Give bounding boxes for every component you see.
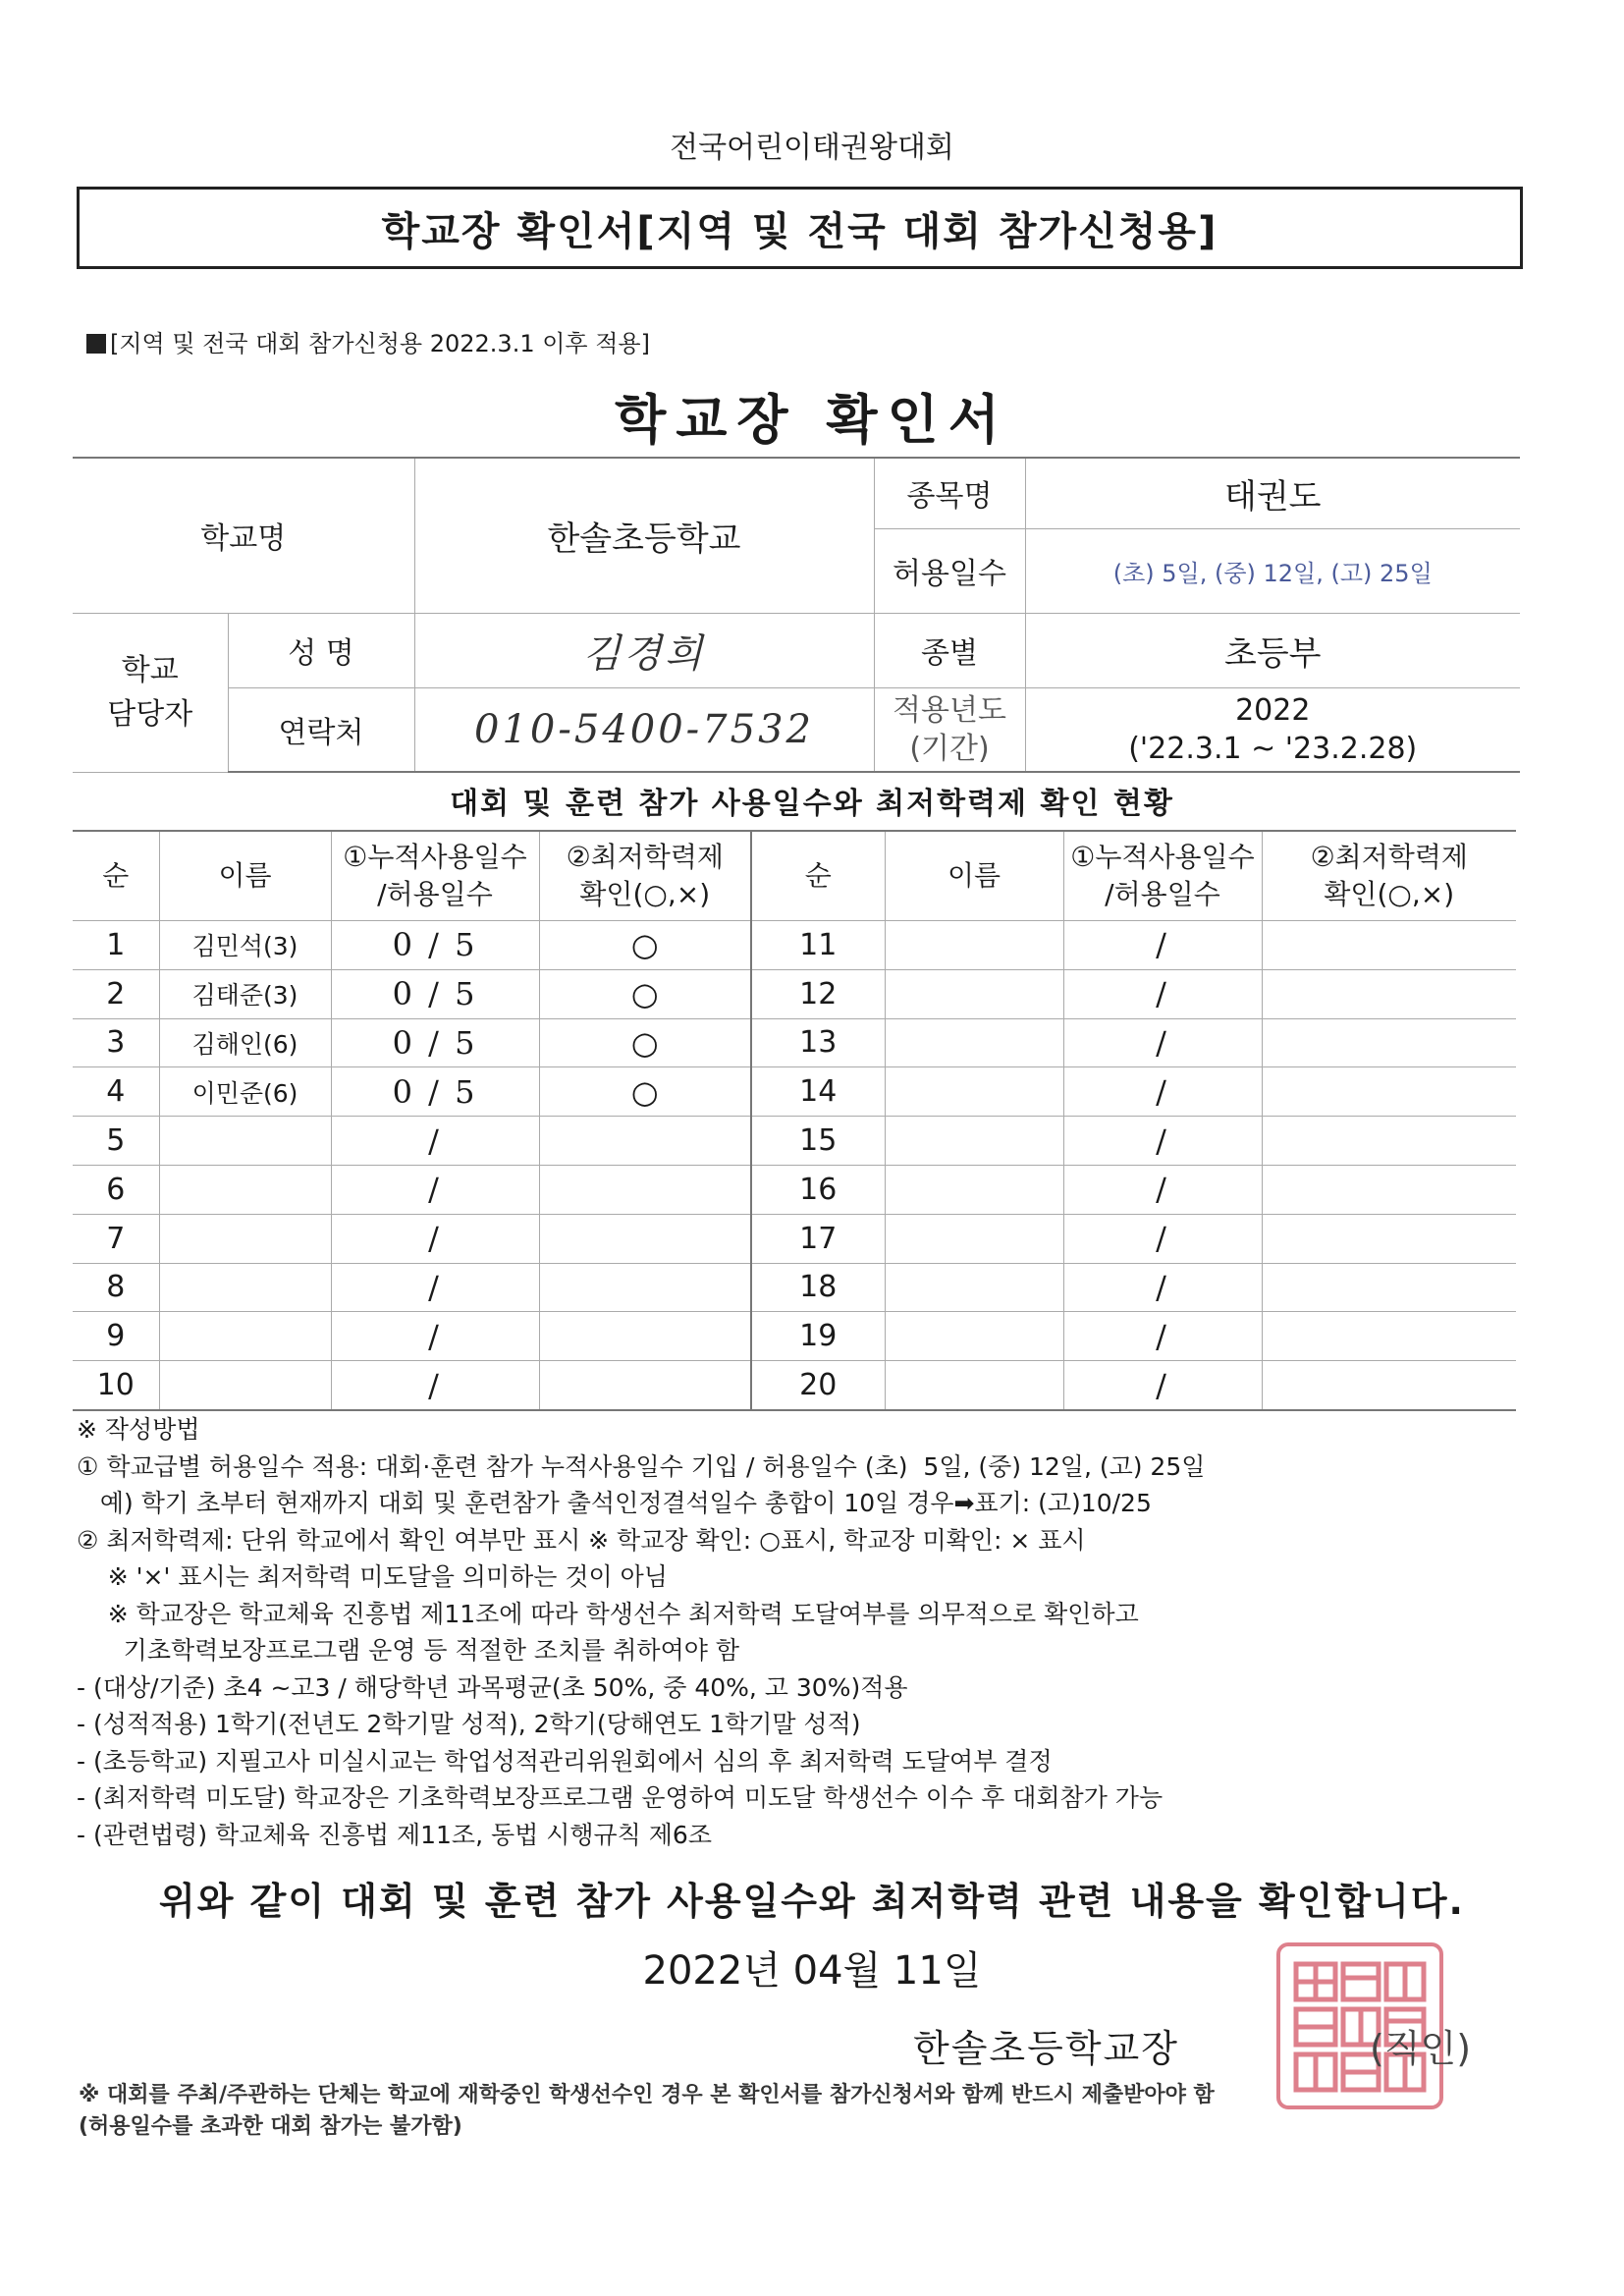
name-label: 성 명 [228, 613, 414, 687]
table-row [73, 1361, 1516, 1410]
row-number: 11 [751, 921, 885, 970]
row-number: 12 [751, 969, 885, 1018]
confirmation-statement: 위와 같이 대회 및 훈련 참가 사용일수와 최저학력 관련 내용을 확인합니다. [159, 1880, 1465, 1923]
table-row [73, 1018, 1516, 1067]
event-name: 전국어린이태권왕대회 [670, 131, 954, 165]
form-title: 학교장 확인서[지역 및 전국 대회 참가신청용] [381, 208, 1218, 254]
student-name [885, 1018, 1063, 1067]
division-label: 종별 [874, 613, 1025, 687]
student-name [885, 1165, 1063, 1214]
used-allowed-days: / [331, 1117, 539, 1166]
student-name: 김민석(3) [159, 921, 331, 970]
note-line: - (관련법령) 학교체육 진흥법 제11조, 동법 시행규칙 제6조 [77, 1820, 712, 1849]
min-academic-check [539, 1117, 751, 1166]
used-allowed-days: / [331, 1214, 539, 1263]
student-name: 이민준(6) [159, 1067, 331, 1117]
note-line: 기초학력보장프로그램 운영 등 적절한 조치를 취하여야 함 [77, 1636, 739, 1665]
notes-heading: ※ 작성방법 [77, 1415, 200, 1444]
used-allowed-days: 0 / 5 [331, 969, 539, 1018]
row-number: 19 [751, 1312, 885, 1361]
used-allowed-days: / [1063, 1067, 1262, 1117]
school-label: 학교명 [73, 458, 414, 613]
sport-value: 태권도 [1025, 458, 1520, 528]
contact-label: 연락처 [228, 687, 414, 772]
status-table-title: 대회 및 훈련 참가 사용일수와 최저학력제 확인 현황 [450, 787, 1174, 821]
min-academic-check [539, 1263, 751, 1312]
note-line: ② 최저학력제: 단위 학교에서 확인 여부만 표시 ※ 학교장 확인: ○표시, 학교장 미확인: × 표시 [77, 1525, 1086, 1555]
used-allowed-days: / [1063, 1312, 1262, 1361]
used-allowed-days: 0 / 5 [331, 921, 539, 970]
note-line: ※ 학교장은 학교체육 진흥법 제11조에 따라 학생선수 최저학력 도달여부를 의무적으로 확인하고 [77, 1599, 1139, 1628]
used-allowed-days: / [331, 1165, 539, 1214]
student-name: 김태준(3) [159, 969, 331, 1018]
min-academic-check [539, 1361, 751, 1410]
used-allowed-days: / [1063, 1214, 1262, 1263]
header-no-right: 순 [751, 831, 885, 921]
footer-line: ※ 대회를 주최/주관하는 단체는 학교에 재학중인 학생선수인 경우 본 확인서를 참가신청서와 함께 반드시 제출받아야 함 [79, 2083, 1215, 2107]
used-allowed-days: 0 / 5 [331, 1067, 539, 1117]
row-number: 14 [751, 1067, 885, 1117]
min-academic-check [539, 1312, 751, 1361]
header-days-right: ①누적사용일수 /허용일수 [1063, 831, 1262, 921]
row-number: 17 [751, 1214, 885, 1263]
note-line: - (초등학교) 지필고사 미실시교는 학업성적관리위원회에서 심의 후 최저학력 도달여부 결정 [77, 1746, 1053, 1776]
year-label: 적용년도 (기간) [874, 687, 1025, 772]
note-line: - (최저학력 미도달) 학교장은 기초학력보장프로그램 운영하여 미도달 학생선수 이수 후 대회참가 가능 [77, 1783, 1164, 1812]
student-name: 김해인(6) [159, 1018, 331, 1067]
applied-note-text: [지역 및 전국 대회 참가신청용 2022.3.1 이후 적용] [110, 330, 650, 357]
row-number: 9 [73, 1312, 159, 1361]
header-days: ①누적사용일수 /허용일수 [331, 831, 539, 921]
row-number: 3 [73, 1018, 159, 1067]
used-allowed-days: / [1063, 969, 1262, 1018]
used-allowed-days: / [1063, 1018, 1262, 1067]
table-row [73, 1165, 1516, 1214]
used-allowed-days: 0 / 5 [331, 1018, 539, 1067]
table-row [73, 1263, 1516, 1312]
row-number: 18 [751, 1263, 885, 1312]
note-line: ※ '×' 표시는 최저학력 미도달을 의미하는 것이 아님 [77, 1562, 668, 1591]
seal-mark-label: (직인) [1370, 2027, 1472, 2070]
student-name [159, 1117, 331, 1166]
student-name [159, 1165, 331, 1214]
min-academic-check [1262, 1214, 1516, 1263]
bullet-square-icon [86, 334, 106, 354]
min-academic-check: ○ [539, 921, 751, 970]
student-name [885, 921, 1063, 970]
used-allowed-days: / [1063, 1361, 1262, 1410]
student-name [885, 969, 1063, 1018]
row-number: 20 [751, 1361, 885, 1410]
issue-date: 2022년 04월 11일 [642, 1948, 982, 1994]
year-cell [1025, 687, 1520, 772]
min-academic-check [1262, 921, 1516, 970]
student-name [885, 1361, 1063, 1410]
allowed-days-label: 허용일수 [874, 528, 1025, 613]
min-academic-check [539, 1165, 751, 1214]
student-name [885, 1263, 1063, 1312]
note-line: 예) 학기 초부터 현재까지 대회 및 훈련참가 출석인정결석일수 총합이 10일 경우➡표기: (고)10/25 [77, 1489, 1152, 1517]
writing-instructions [77, 1411, 1540, 1853]
contact-handwritten: 010-5400-7532 [414, 687, 874, 772]
note-line: ① 학교급별 허용일수 적용: 대회·훈련 참가 누적사용일수 기입 / 허용일수 (초) 5일, (중) 12일, (고) 25일 [77, 1451, 1206, 1481]
table-row [73, 969, 1516, 1018]
student-name [159, 1361, 331, 1410]
min-academic-check [539, 1214, 751, 1263]
principal-name: 한솔초등학교장 [913, 2027, 1179, 2070]
status-table-body [73, 921, 1516, 1410]
min-academic-check: ○ [539, 1067, 751, 1117]
used-allowed-days: / [331, 1263, 539, 1312]
row-number: 13 [751, 1018, 885, 1067]
used-allowed-days: / [1063, 1117, 1262, 1166]
table-row [73, 1117, 1516, 1166]
student-name [159, 1214, 331, 1263]
header-name: 이름 [159, 831, 331, 921]
row-number: 6 [73, 1165, 159, 1214]
table-row [73, 921, 1516, 970]
row-number: 5 [73, 1117, 159, 1166]
footer-line: (허용일수를 초과한 대회 참가는 불가함) [79, 2114, 462, 2139]
row-number: 4 [73, 1067, 159, 1117]
allowed-days-value: (초) 5일, (중) 12일, (고) 25일 [1025, 528, 1520, 613]
header-check: ②최저학력제 확인(○,×) [539, 831, 751, 921]
student-name [885, 1214, 1063, 1263]
footer-note [79, 2080, 1532, 2143]
table-row [73, 1214, 1516, 1263]
row-number: 16 [751, 1165, 885, 1214]
manager-label: 학교 담당자 [73, 613, 228, 772]
min-academic-check [1262, 1018, 1516, 1067]
min-academic-check [1262, 1263, 1516, 1312]
table-row [73, 1312, 1516, 1361]
min-academic-check [1262, 1117, 1516, 1166]
row-number: 15 [751, 1117, 885, 1166]
used-allowed-days: / [331, 1312, 539, 1361]
min-academic-check: ○ [539, 1018, 751, 1067]
note-line: - (성적적용) 1학기(전년도 2학기말 성적), 2학기(당해연도 1학기말 성적) [77, 1710, 861, 1738]
applied-note [86, 324, 650, 358]
student-name [885, 1117, 1063, 1166]
school-name: 한솔초등학교 [414, 458, 874, 613]
student-name [159, 1312, 331, 1361]
manager-name-handwritten: 김경희 [414, 613, 874, 687]
used-allowed-days: / [1063, 921, 1262, 970]
division-value: 초등부 [1025, 613, 1520, 687]
header-name-right: 이름 [885, 831, 1063, 921]
table-row [73, 1067, 1516, 1117]
status-table [73, 830, 1516, 1411]
min-academic-check [1262, 1067, 1516, 1117]
used-allowed-days: / [1063, 1165, 1262, 1214]
row-number: 8 [73, 1263, 159, 1312]
period-value: ('22.3.1 ~ '23.2.28) [1128, 731, 1418, 766]
note-line: - (대상/기준) 초4 ~고3 / 해당학년 과목평균(초 50%, 중 40%, 고 30%)적용 [77, 1672, 908, 1702]
student-name [885, 1067, 1063, 1117]
form-title-box [77, 187, 1523, 269]
used-allowed-days: / [331, 1361, 539, 1410]
row-number: 2 [73, 969, 159, 1018]
used-allowed-days: / [1063, 1263, 1262, 1312]
min-academic-check [1262, 1312, 1516, 1361]
year-value: 2022 [1235, 692, 1311, 728]
row-number: 1 [73, 921, 159, 970]
student-name [885, 1312, 1063, 1361]
header-check-right: ②최저학력제 확인(○,×) [1262, 831, 1516, 921]
header-no: 순 [73, 831, 159, 921]
min-academic-check [1262, 1165, 1516, 1214]
student-name [159, 1263, 331, 1312]
min-academic-check [1262, 969, 1516, 1018]
sport-label: 종목명 [874, 458, 1025, 528]
main-title: 학교장 확인서 [615, 389, 1009, 451]
row-number: 7 [73, 1214, 159, 1263]
min-academic-check: ○ [539, 969, 751, 1018]
row-number: 10 [73, 1361, 159, 1410]
school-info-table [73, 457, 1520, 773]
min-academic-check [1262, 1361, 1516, 1410]
